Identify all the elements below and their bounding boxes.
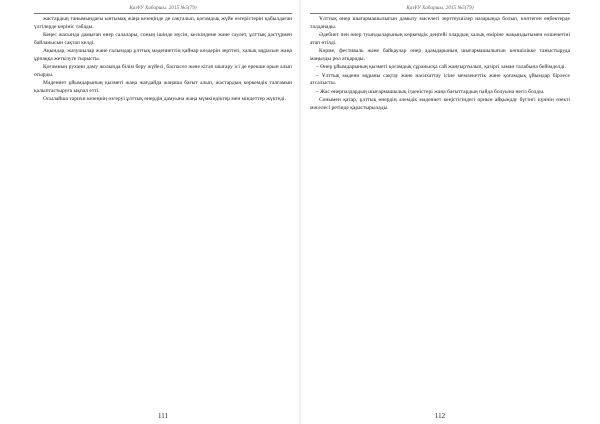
right-page: [300, 0, 600, 424]
header-rule: [310, 13, 570, 14]
page-gutter: [299, 0, 301, 424]
paragraph: жастардың танымындағы ынтымақ жаңа кезеңінде де сақталып, қоғамдық жүйе өзгерістерін қабылдаған үлгілерде көрініс табады.: [34, 16, 292, 30]
page-number: 112: [434, 412, 446, 420]
running-head: ҚазҰУ Хабаршы. 2015 №5(79): [129, 6, 197, 11]
page-number: 111: [158, 412, 168, 420]
header-rule: [34, 13, 292, 14]
running-head: ҚазҰУ Хабаршы. 2015 №5(79): [406, 6, 474, 11]
paragraph: Көрме, фестиваль және байқаулар өнер адамдарының шығармашылығын көпшілікке таныстыруда маңызды рөл атқарады.: [310, 48, 570, 62]
paragraph: Қоғамның рухани даму жолында білім беру жүйесі, баспасөз және кітап шығару ісі де ерекше орын алып отырды.: [34, 64, 292, 78]
list-item: – Ұлттық мәдени мұраны сақтау және насихаттау ісіне мемлекеттік және қоғамдық ұйымдар бірлесе атсалысты.: [310, 72, 570, 86]
paragraph: Әдебиет пен өнер туындыларының көркемдік деңгейі олардың халық өміріне жақындығымен өлшенетіні атап өтілді.: [310, 32, 570, 46]
body-text: [310, 16, 570, 398]
paragraph: Мәдениет ұйымдарының қызметі жаңа жағдайда жаңаша бағыт алып, жастардың көркемдік талғамын қалыптастыруға ықпал етті.: [34, 80, 292, 94]
paragraph: Сонымен қатар, ұлттық өнердің әлемдік мәдениет кеңістігіндегі орнын айқындау бүгінгі күннің өзекті мәселесі ретінде қарастырылады.: [310, 97, 570, 111]
paragraph: Осылайша тарихи кезеңнің өзгеруі ұлттық өнердің дамуына жаңа мүмкіндіктер мен міндеттер жүктеді.: [43, 96, 286, 102]
list-item: – Жас өнерпаздардың шығармашылық ізденістері жаңа бағыттардың пайда болуына негіз болды.: [316, 88, 545, 95]
paragraph: Кеңес жасында дамыған өнер салалары, соның ішінде мүсін, кескіндеме және сәулет, ұлттық дәстүрмен байланысын сақтап келді.: [34, 32, 292, 46]
body-text: [34, 16, 292, 398]
paragraph: Ұлттық өнер шығармашылығын дамыту мәселесі зерттеушілер назарында болып, көптеген еңбектерде талданады.: [310, 16, 570, 30]
list-item: – Өнер ұйымдарының қызметі қоғамдық сұранысқа сай жаңғыртылып, қазіргі заман талабына бейімделді.: [316, 64, 566, 70]
paragraph: Ақындар, жазушылар және ғалымдар ұлттық мәдениеттің қайнар көздерін зерттеп, халық мұрасын жаңа ұрпаққа жеткізуге тырысты.: [34, 48, 292, 62]
